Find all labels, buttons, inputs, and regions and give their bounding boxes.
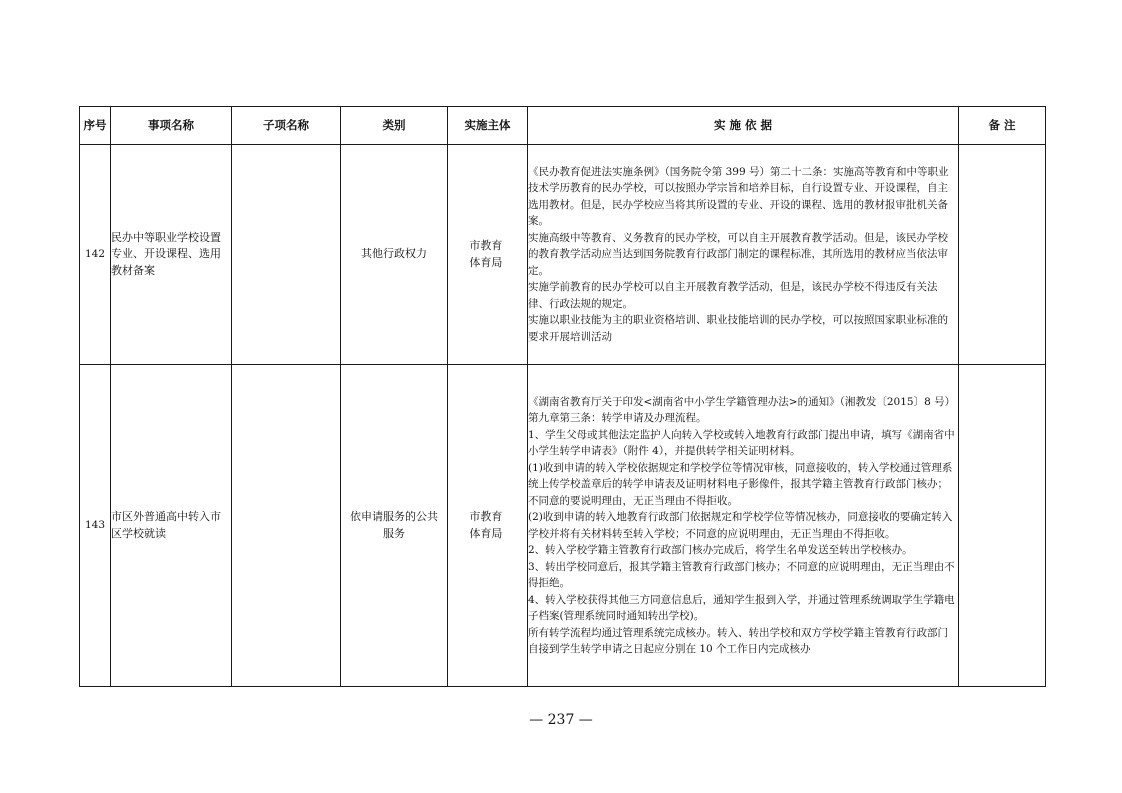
row-basis bbox=[528, 365, 959, 687]
matters-table bbox=[79, 106, 1046, 687]
basis-paragraph: 实施学前教育的民办学校可以自主开展教育教学活动，但是，该民办学校不得违反有关法律、行政法规的规定。 bbox=[528, 281, 938, 310]
header-category: 类别 bbox=[341, 107, 448, 145]
header-implementing-body: 实施主体 bbox=[448, 107, 528, 145]
header-index: 序号 bbox=[80, 107, 111, 145]
row-index: 143 bbox=[80, 365, 111, 687]
row-implementing-body-text: 市教育体育局 bbox=[469, 510, 503, 540]
basis-paragraph: 3、转出学校同意后，报其学籍主管教育行政部门核办；不同意的应说明理由，无正当理由不得拒绝。 bbox=[528, 560, 955, 589]
row-category bbox=[341, 365, 448, 687]
row-implementing-body-text: 市教育体育局 bbox=[469, 239, 503, 269]
row-basis bbox=[528, 145, 959, 365]
header-sub-item-name: 子项名称 bbox=[232, 107, 341, 145]
row-remarks bbox=[959, 145, 1046, 365]
basis-paragraph: (1)收到申请的转入学校依据规定和学校学位等情况审核，同意接收的，转入学校通过管理系统上传学校盖章后的转学申请表及证明材料电子影像件，报其学籍主管教育行政部门核办；不同意的要说明理由，无正当理由不得拒收。 bbox=[528, 461, 953, 507]
basis-paragraph: 2、转入学校学籍主管教育行政部门核办完成后，将学生名单发送至转出学校核办。 bbox=[528, 544, 913, 556]
row-sub-item-name bbox=[232, 145, 341, 365]
basis-paragraph: 《湖南省教育厅关于印发<湖南省中小学生学籍管理办法>的通知》（湘教发〔2015〕8 号）第九章第三条：转学申请及办理流程。 bbox=[528, 395, 956, 424]
basis-paragraph: 《民办教育促进法实施条例》（国务院令第 399 号）第二十二条：实施高等教育和中等职业技术学历教育的民办学校，可以按照办学宗旨和培养目标，自行设置专业、开设课程，自主选用教材。但是，民办学校应当将其所设置的专业、开设的课程、选用的教材报审批机关备案。 bbox=[528, 165, 949, 228]
table-row bbox=[80, 365, 1046, 687]
row-item-name: 市区外普通高中转入市区学校就读 bbox=[111, 365, 232, 687]
page-number: — 237 — bbox=[529, 712, 593, 728]
basis-paragraph: 实施以职业技能为主的职业资格培训、职业技能培训的民办学校，可以按照国家职业标准的要求开展培训活动 bbox=[528, 314, 948, 343]
row-remarks bbox=[959, 365, 1046, 687]
row-implementing-body bbox=[448, 145, 528, 365]
header-basis: 实 施 依 据 bbox=[528, 107, 959, 145]
row-category: 其他行政权力 bbox=[341, 145, 448, 365]
row-item-name: 民办中等职业学校设置专业、开设课程、选用教材备案 bbox=[111, 145, 232, 365]
basis-paragraph: (2)收到申请的转入地教育行政部门依据规定和学校学位等情况核办，同意接收的要确定转入学校并将有关材料转至转入学校；不同意的应说明理由，无正当理由不得拒收。 bbox=[528, 511, 953, 540]
basis-paragraph: 所有转学流程均通过管理系统完成核办。转入、转出学校和双方学校学籍主管教育行政部门自接到学生转学申请之日起应分别在 10 个工作日内完成核办 bbox=[528, 626, 948, 655]
table-header-row bbox=[80, 107, 1046, 145]
basis-paragraph: 1、学生父母或其他法定监护人向转入学校或转入地教育行政部门提出申请，填写《湖南省中小学生转学申请表》（附件 4），并提供转学相关证明材料。 bbox=[528, 428, 955, 457]
basis-paragraph: 4、转入学校获得其他三方同意信息后，通知学生报到入学，并通过管理系统调取学生学籍电子档案(管理系统同时通知转出学校)。 bbox=[528, 593, 955, 622]
row-category-text: 依申请服务的公共服务 bbox=[350, 510, 438, 540]
basis-paragraph: 实施高级中等教育、义务教育的民办学校，可以自主开展教育教学活动。但是，该民办学校的教育教学活动应当达到国务院教育行政部门制定的课程标准，其所选用的教材应当依法审定。 bbox=[528, 231, 948, 277]
row-index: 142 bbox=[80, 145, 111, 365]
table-row bbox=[80, 145, 1046, 365]
header-item-name: 事项名称 bbox=[111, 107, 232, 145]
row-implementing-body bbox=[448, 365, 528, 687]
row-sub-item-name bbox=[232, 365, 341, 687]
header-remarks: 备 注 bbox=[959, 107, 1046, 145]
